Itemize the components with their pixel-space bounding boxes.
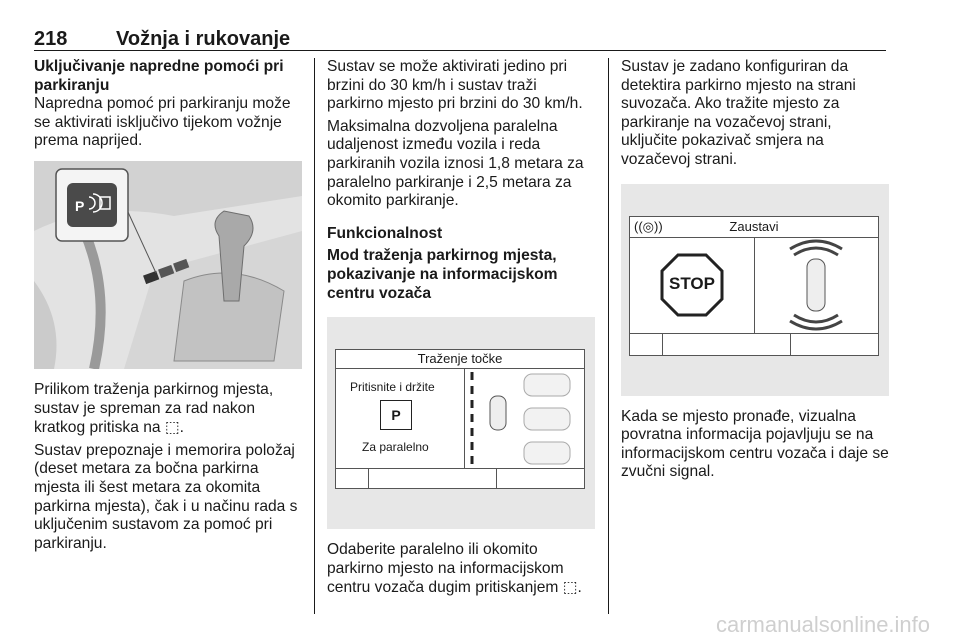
display-title: Traženje točke: [336, 350, 584, 369]
column-3: [621, 58, 889, 486]
display-left-panel: [630, 237, 755, 333]
watermark: carmanualsonline.info: [716, 612, 931, 637]
subsection-heading: Mod traženja parkirnog mjesta, pokazivanje na informacijskom centru vozača: [327, 247, 558, 302]
svg-text:P: P: [75, 197, 85, 214]
steering-wheel-icon: ((◎)): [634, 218, 663, 234]
paragraph: Napredna pomoć pri parkiranju može se aktivirati isključivo tijekom vožnje prema naprijed.: [34, 95, 291, 150]
stop-label: STOP: [669, 273, 715, 293]
stop-display-figure: [621, 184, 889, 396]
page-header: [34, 28, 886, 51]
paragraph: Odaberite paralelno ili okomito parkirno mjesto na informacijskom centru vozača dugim pritiskanjem ⬚.: [327, 541, 582, 597]
parking-assist-icon: ⬚: [562, 578, 578, 597]
column-2: [327, 58, 595, 602]
parking-row-graphic: [466, 368, 582, 468]
parking-sensor-graphic: [756, 237, 876, 333]
paragraph: Prilikom traženja parkirnog mjesta, sustav je spreman za rad nakon kratkog pritiska na ⬚.: [34, 380, 274, 437]
display-footer: [336, 468, 584, 489]
paragraph: Maksimalna dozvoljena paralelna udaljenost između vozila i reda parkiranih vozila iznosi 1,8 metara za paralelno parkiranje i 2,5 metara za okomito parkiranje.: [327, 117, 584, 210]
display-title: Zaustavi: [729, 218, 779, 234]
chapter-title: Vožnja i rukovanje: [116, 28, 291, 50]
page-number: 218: [34, 28, 68, 50]
parking-assist-icon: P: [380, 400, 412, 430]
search-display-figure: [327, 317, 595, 529]
parking-assist-icon: ⬚: [164, 418, 180, 437]
display-footer: [630, 333, 878, 356]
gear-console-figure: [34, 161, 302, 369]
info-display: [335, 349, 585, 489]
column-divider: [314, 58, 315, 614]
console-illustration: [34, 161, 302, 369]
section-heading: Funkcionalnost: [327, 224, 443, 242]
display-left-panel: [336, 368, 465, 468]
paragraph: Sustav je zadano konfiguriran da detektira parkirno mjesto na strani suvozača. Ako tražite mjesto za parkiranje na vozačevoj strani, uključite pokazivač smjera na vozačevoj strani.: [621, 58, 856, 168]
paragraph: Sustav prepoznaje i memorira položaj (deset metara za bočna parkirna mjesta ili šest metara za okomita parkirna mjesta), čak i u načinu rada s uključenim sustavom za pomoć pri parkiranju.: [34, 441, 298, 552]
column-divider: [608, 58, 609, 614]
display-line-2: Za paralelno: [362, 440, 429, 455]
paragraph: Kada se mjesto pronađe, vizualna povratna informacija pojavljuju se na informacijskom centru vozača i daje se zvučni signal.: [621, 407, 889, 481]
section-heading: Uključivanje napredne pomoći pri parkiranju: [34, 58, 284, 94]
column-1: [34, 58, 302, 557]
display-line-1: Pritisnite i držite: [350, 380, 435, 395]
display-title-bar: [630, 217, 878, 238]
info-display: [629, 216, 879, 356]
paragraph: Sustav se može aktivirati jedino pri brzini do 30 km/h i sustav traži parkirno mjesto pri brzini do 30 km/h.: [327, 58, 583, 113]
